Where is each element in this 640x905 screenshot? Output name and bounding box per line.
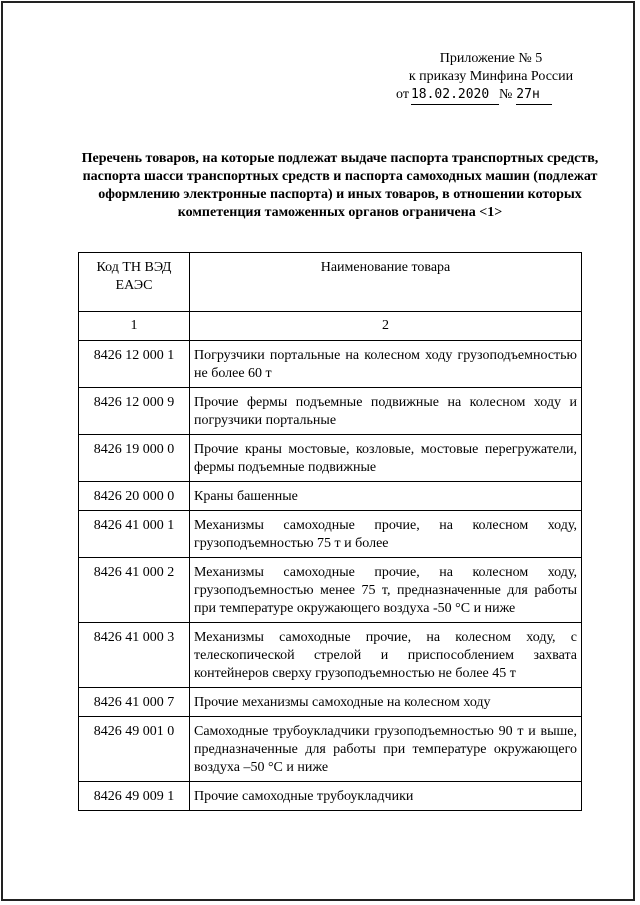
column-header-name: Наименование товара bbox=[190, 253, 582, 312]
row-name: Прочие краны мостовые, козловые, мостовые перегружатели, фермы подъемные подвижные bbox=[190, 435, 582, 482]
number-label: № bbox=[498, 87, 513, 102]
column-header-code: Код ТН ВЭД ЕАЭС bbox=[79, 253, 190, 312]
document-title: Перечень товаров, на которые подлежат выдаче паспорта транспортных средств, паспорта шасси транспортных средств и паспорта самоходных машин (подлежат оформлению электронные паспорта) и иных товаров, в отношении которых компетенция таможенных органов ограничена <1> bbox=[81, 151, 599, 220]
order-reference-line: к приказу Минфина России bbox=[408, 69, 574, 84]
row-code: 8426 41 000 7 bbox=[79, 688, 190, 717]
row-name: Прочие механизмы самоходные на колесном ходу bbox=[190, 688, 582, 717]
appendix-line: Приложение № 5 bbox=[439, 51, 543, 66]
from-label: от bbox=[396, 87, 409, 102]
table-row bbox=[79, 623, 582, 688]
column-number-name: 2 bbox=[190, 312, 582, 341]
row-code: 8426 12 000 1 bbox=[79, 341, 190, 388]
table-row bbox=[79, 511, 582, 558]
table-row bbox=[79, 558, 582, 623]
row-code: 8426 41 000 1 bbox=[79, 511, 190, 558]
table-header-row bbox=[79, 253, 582, 312]
row-code: 8426 49 001 0 bbox=[79, 717, 190, 782]
row-name: Прочие самоходные трубоукладчики bbox=[190, 782, 582, 811]
appendix-header bbox=[396, 50, 586, 105]
table-row bbox=[79, 782, 582, 811]
row-code: 8426 12 000 9 bbox=[79, 388, 190, 435]
row-code: 8426 20 000 0 bbox=[79, 482, 190, 511]
table-row bbox=[79, 482, 582, 511]
column-number-row bbox=[79, 312, 582, 341]
row-code: 8426 49 009 1 bbox=[79, 782, 190, 811]
table-row bbox=[79, 717, 582, 782]
order-date: 18.02.2020 bbox=[411, 86, 499, 105]
column-number-code: 1 bbox=[79, 312, 190, 341]
order-number: 27н bbox=[516, 86, 552, 105]
row-code: 8426 41 000 3 bbox=[79, 623, 190, 688]
row-name: Краны башенные bbox=[190, 482, 582, 511]
goods-table bbox=[78, 252, 582, 811]
row-name: Самоходные трубоукладчики грузоподъемностью 90 т и выше, предназначенные для работы при температуре окружающего воздуха –50 °С и ниже bbox=[190, 717, 582, 782]
row-name: Механизмы самоходные прочие, на колесном ходу, с телескопической стрелой и приспособлением захвата контейнеров сверху грузоподъемностью не более 45 т bbox=[190, 623, 582, 688]
row-code: 8426 19 000 0 bbox=[79, 435, 190, 482]
order-date-number-line bbox=[396, 86, 586, 105]
row-name: Погрузчики портальные на колесном ходу грузоподъемностью не более 60 т bbox=[190, 341, 582, 388]
row-name: Механизмы самоходные прочие, на колесном ходу, грузоподъемностью менее 75 т, предназначенные для работы при температуре окружающего воздуха -50 °С и ниже bbox=[190, 558, 582, 623]
table-row bbox=[79, 388, 582, 435]
row-name: Механизмы самоходные прочие, на колесном ходу, грузоподъемностью 75 т и более bbox=[190, 511, 582, 558]
row-name: Прочие фермы подъемные подвижные на колесном ходу и погрузчики портальные bbox=[190, 388, 582, 435]
table-row bbox=[79, 688, 582, 717]
table-row bbox=[79, 341, 582, 388]
row-code: 8426 41 000 2 bbox=[79, 558, 190, 623]
table-row bbox=[79, 435, 582, 482]
